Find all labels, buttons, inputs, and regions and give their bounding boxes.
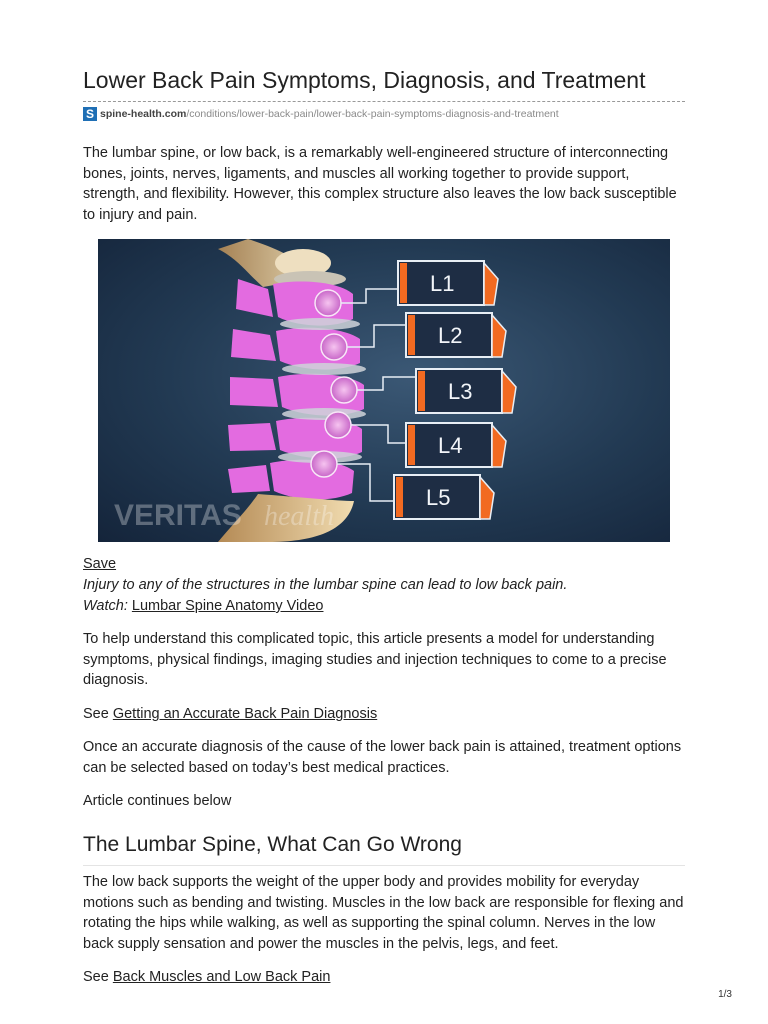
paragraph-low-back: The low back supports the weight of the upper body and provides mobility for everyday motions such as bending and twisting. Muscles in the low back are responsible for flexing and rotating the hips while walking, as well as supporting the spinal column. Nerves in the low back supply sensation and power the muscles in the pelvis, legs, and feet. xyxy=(83,874,684,952)
title-divider xyxy=(83,101,685,102)
label-l2: L2 xyxy=(438,323,463,348)
source-domain: spine-health.com xyxy=(100,108,187,120)
label-l4: L4 xyxy=(438,433,463,458)
source-path: /conditions/lower-back-pain/lower-back-pain-symptoms-diagnosis-and-treatment xyxy=(186,108,559,120)
back-muscles-link[interactable]: Back Muscles and Low Back Pain xyxy=(112,969,331,985)
label-l5: L5 xyxy=(426,485,451,510)
paragraph-model: To help understand this complicated topic, this article presents a model for understanding symptoms, physical findings, imaging studies and injection techniques to come to a precise diagnosis. xyxy=(83,631,667,688)
see-line-1: See Getting an Accurate Back Pain Diagnosis xyxy=(83,706,378,722)
spine-graphic xyxy=(98,239,670,542)
intro-paragraph: The lumbar spine, or low back, is a remarkably well-engineered structure of interconnecting bones, joints, nerves, ligaments, and muscles all working together to provide support, strength, and flexibility. However, this complex structure also leaves the low back susceptible to injury and pain. xyxy=(83,145,677,223)
paragraph-treatment: Once an accurate diagnosis of the cause of the lower back pain is attained, treatment options can be selected based on today’s best medical practices. xyxy=(83,739,682,776)
veritas-health-watermark xyxy=(114,499,334,532)
source-url[interactable] xyxy=(83,107,559,121)
accurate-diagnosis-link[interactable]: Getting an Accurate Back Pain Diagnosis xyxy=(112,706,378,722)
figure-caption: Injury to any of the structures in the lumbar spine can lead to low back pain. xyxy=(83,577,568,593)
section-heading: The Lumbar Spine, What Can Go Wrong xyxy=(83,833,462,856)
watch-prefix: Watch: xyxy=(83,598,128,614)
save-link[interactable]: Save xyxy=(83,556,117,572)
label-l3: L3 xyxy=(448,379,473,404)
watch-line xyxy=(83,596,685,617)
page-title: Lower Back Pain Symptoms, Diagnosis, and Treatment xyxy=(83,67,646,93)
article-continues-note: Article continues below xyxy=(83,793,232,809)
lumbar-spine-illustration xyxy=(98,239,670,542)
section-divider xyxy=(83,865,685,866)
see-line-2: See Back Muscles and Low Back Pain xyxy=(83,969,331,985)
svg-text:health: health xyxy=(264,501,334,532)
page-number: 1/3 xyxy=(718,989,732,1000)
svg-text:VERITAS: VERITAS xyxy=(114,499,242,532)
lumbar-anatomy-video-link[interactable]: Lumbar Spine Anatomy Video xyxy=(131,598,324,614)
spine-health-logo-icon: S xyxy=(83,107,97,121)
label-l1: L1 xyxy=(430,271,455,296)
